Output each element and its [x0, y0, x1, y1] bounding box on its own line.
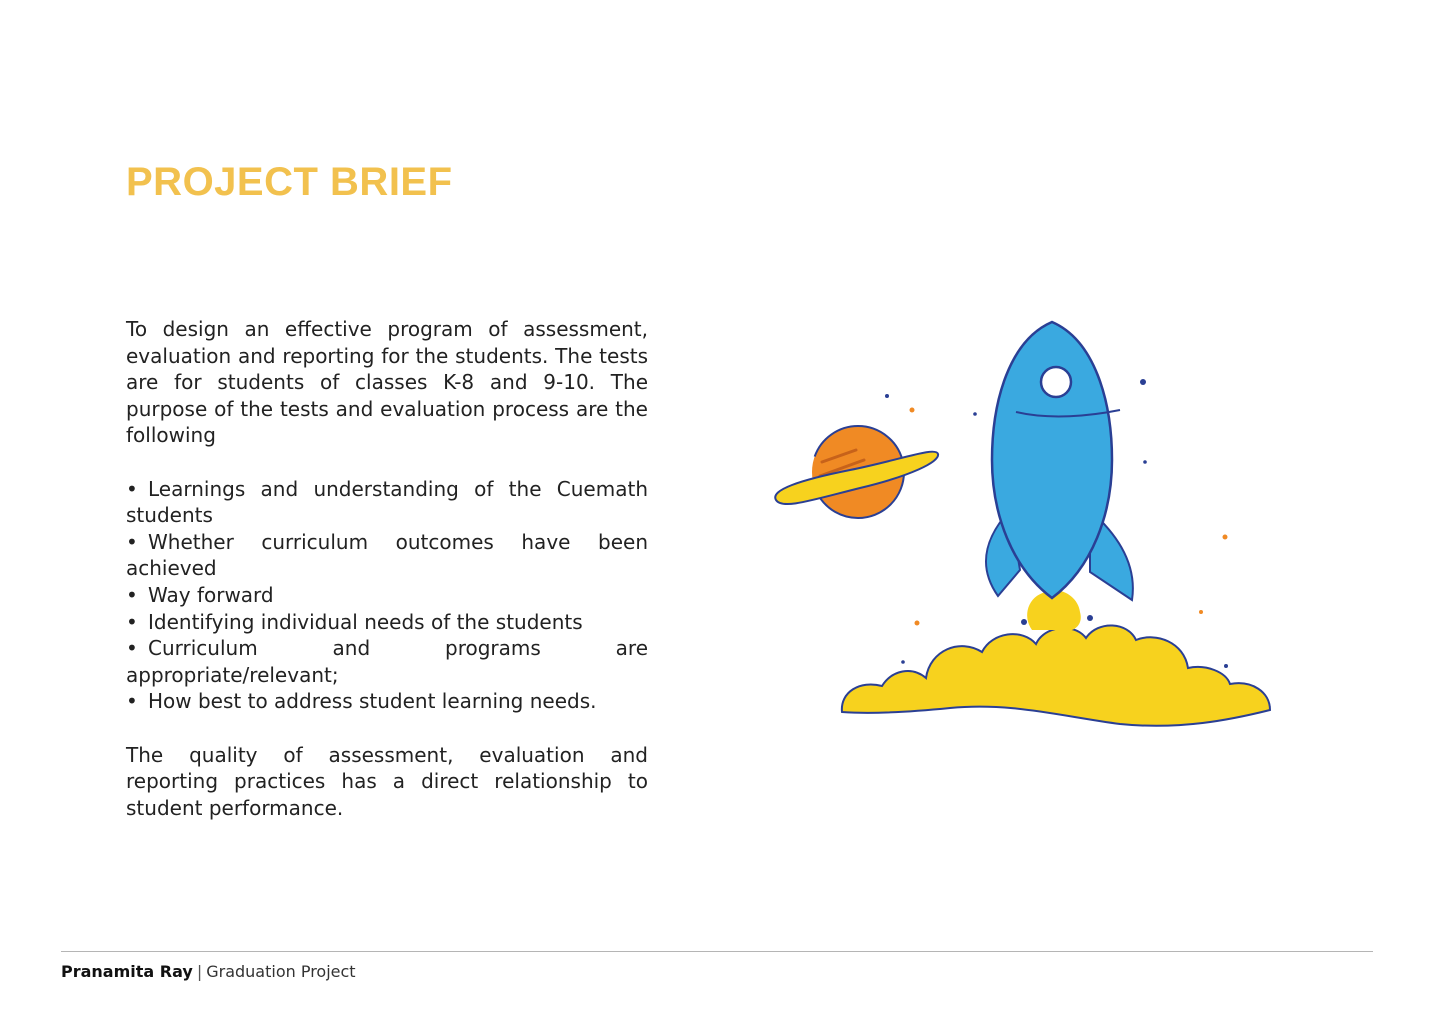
smoke-cloud	[842, 590, 1270, 726]
planet	[775, 426, 938, 518]
list-item: • Way forward	[126, 582, 274, 607]
purpose-list	[126, 476, 648, 715]
rocket-illustration	[760, 300, 1290, 750]
bullet-icon: •	[126, 582, 138, 607]
footer-project: Graduation Project	[206, 962, 356, 981]
intro-paragraph: To design an effective program of assessment, evaluation and reporting for the students. The tests are for students of classes K-8 and 9-10. The purpose of the tests and evaluation process are the following	[126, 317, 648, 448]
footer	[61, 961, 356, 983]
list-item: • Curriculum and programs are appropriate/relevant;	[126, 636, 648, 687]
list-item: • Whether curriculum outcomes have been achieved	[126, 529, 648, 581]
rocket	[986, 322, 1133, 600]
footer-separator: |	[196, 962, 203, 981]
brief-content	[126, 316, 648, 821]
bullet-icon: •	[126, 529, 138, 554]
footer-divider	[61, 951, 1373, 952]
bullet-icon: •	[126, 636, 138, 661]
list-item: • Learnings and understanding of the Cuemath students	[126, 476, 648, 528]
bullet-icon: •	[126, 609, 138, 634]
footer-author: Pranamita Ray	[61, 962, 193, 981]
page-title: PROJECT BRIEF	[126, 160, 453, 204]
list-item: • Identifying individual needs of the students	[126, 609, 583, 634]
bullet-icon: •	[126, 476, 138, 501]
conclusion-paragraph: The quality of assessment, evaluation and reporting practices has a direct relationship to student performance.	[126, 742, 648, 820]
bullet-icon: •	[126, 689, 138, 714]
list-item: • How best to address student learning needs.	[126, 689, 597, 714]
